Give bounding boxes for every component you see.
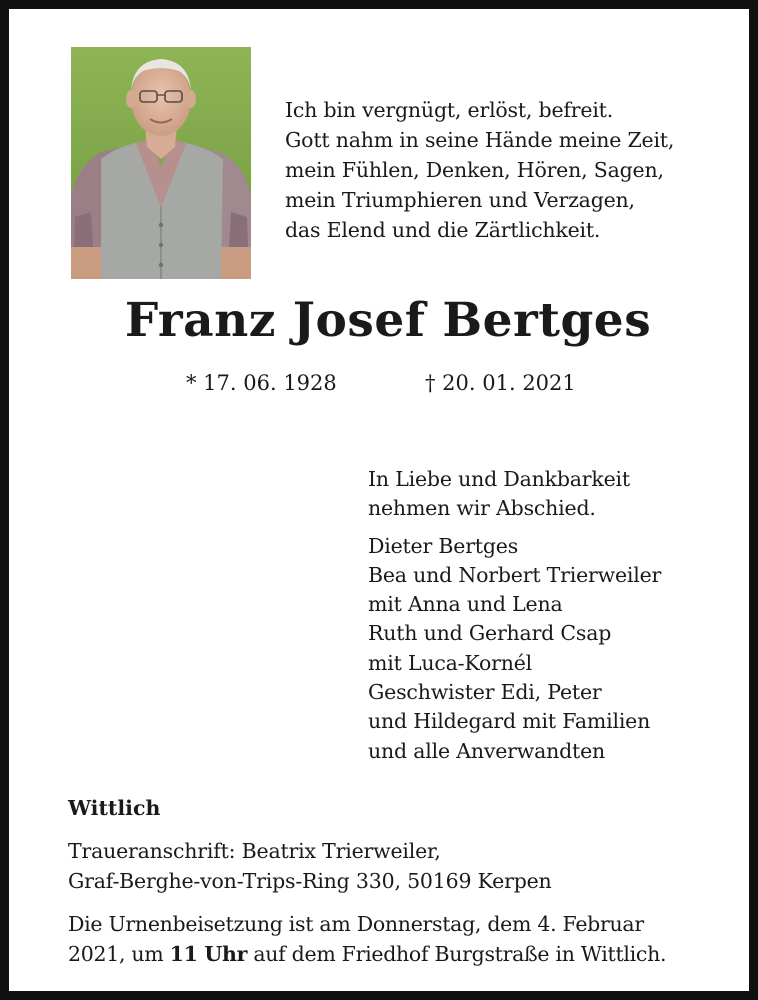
burial-date-text: 2021, um bbox=[68, 942, 170, 966]
mourner-line: und Hildegard mit Familien bbox=[368, 709, 651, 734]
poem-line: mein Fühlen, Denken, Hören, Sagen, bbox=[285, 158, 664, 182]
poem-line: Gott nahm in seine Hände meine Zeit, bbox=[285, 128, 675, 152]
portrait-photo bbox=[71, 47, 251, 279]
burial-notice bbox=[68, 909, 666, 969]
burial-line bbox=[68, 939, 666, 969]
place-name: Wittlich bbox=[68, 796, 161, 820]
poem bbox=[285, 95, 674, 245]
mourner-line: Bea und Norbert Trierweiler bbox=[368, 562, 662, 587]
mourner-line: Ruth und Gerhard Csap bbox=[368, 621, 612, 646]
mourner-line: mit Anna und Lena bbox=[368, 592, 563, 617]
mourner-line: Dieter Bertges bbox=[368, 533, 519, 558]
farewell-line: nehmen wir Abschied. bbox=[368, 496, 596, 521]
address-line: Traueranschrift: Beatrix Trierweiler, bbox=[68, 839, 441, 863]
poem-line: mein Triumphieren und Verzagen, bbox=[285, 188, 635, 212]
death-date: † 20. 01. 2021 bbox=[425, 371, 576, 395]
birth-date: * 17. 06. 1928 bbox=[186, 371, 337, 395]
mourner-line: Geschwister Edi, Peter bbox=[368, 680, 602, 705]
poem-line: Ich bin vergnügt, erlöst, befreit. bbox=[285, 98, 614, 122]
burial-line: Die Urnenbeisetzung ist am Donnerstag, dem 4. Februar bbox=[68, 912, 644, 936]
address-line: Graf-Berghe-von-Trips-Ring 330, 50169 Kerpen bbox=[68, 869, 552, 893]
poem-line: das Elend und die Zärtlichkeit. bbox=[285, 218, 601, 242]
burial-location-text: auf dem Friedhof Burgstraße in Wittlich. bbox=[247, 942, 667, 966]
farewell-line: In Liebe und Dankbarkeit bbox=[368, 467, 630, 491]
mourner-line: und alle Anverwandten bbox=[368, 738, 606, 763]
mourners-block bbox=[368, 465, 661, 766]
burial-time: 11 Uhr bbox=[169, 942, 248, 966]
mourning-address bbox=[68, 836, 552, 896]
deceased-name: Franz Josef Bertges bbox=[124, 293, 652, 348]
mourner-line: mit Luca-Kornél bbox=[368, 650, 532, 675]
